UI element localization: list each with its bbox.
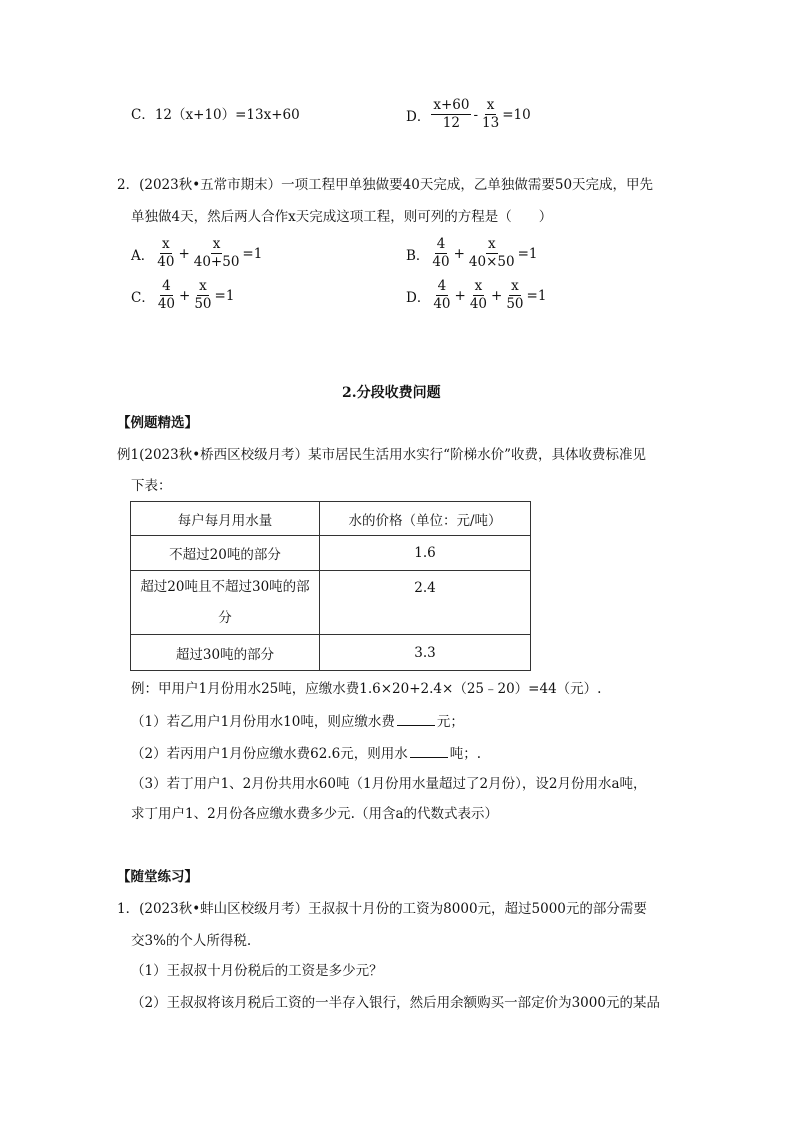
table-row	[131, 571, 531, 635]
option-label: D．	[406, 289, 431, 306]
rhs: =10	[502, 106, 531, 123]
table-header-row	[131, 502, 531, 536]
rhs: =1	[517, 245, 538, 262]
q2-option-b	[406, 237, 538, 270]
rhs: =1	[526, 287, 547, 304]
fraction: $\frac{x}{50}$	[506, 278, 524, 312]
fraction: $\frac{x}{40+50}$	[193, 236, 240, 270]
option-expr: 12（x+10）=13x+60	[154, 107, 300, 123]
fraction: $\frac{4}{40}$	[432, 236, 450, 270]
table-cell	[131, 571, 320, 635]
table-header: 水的价格（单位：元/吨）	[320, 502, 531, 536]
practice-q1-line2: 交3%的个人所得税.	[131, 933, 252, 949]
table-cell: 1.6	[320, 536, 531, 571]
table-header: 每户每月用水量	[131, 502, 320, 536]
answer-blank	[410, 743, 448, 758]
table-cell	[320, 571, 531, 635]
sub-question-1	[131, 711, 464, 732]
option-label: D．	[406, 108, 431, 125]
fraction: $\frac{x}{40\times 50}$	[468, 236, 515, 270]
practice-q1-sub1: （1）王叔叔十月份税后的工资是多少元？	[131, 963, 383, 979]
operator: +	[179, 287, 191, 304]
practice-q1-line1: 1．(2023秋•蚌山区校级月考）王叔叔十月份的工资为8000元，超过5000元的部分需要	[117, 901, 647, 917]
sub-question-3-line1: （3）若丁用户1、2月份共用水60吨（1月份用水量超过了2月份），设2月份用水a吨，	[131, 776, 647, 792]
q1-option-d	[406, 98, 531, 131]
water-price-table	[130, 501, 531, 671]
fraction: $\frac{x}{13}$	[482, 97, 500, 131]
cell-line: 分	[218, 609, 232, 626]
fraction: $\frac{x}{40}$	[157, 236, 175, 270]
q1-option-c	[131, 105, 300, 125]
practice-header: 【随堂练习】	[117, 869, 198, 885]
example-note: 例：甲用户1月份用水25吨，应缴水费1.6×20+2.4×（25﹣20）=44（元）.	[131, 681, 602, 697]
option-label: A．	[131, 247, 155, 264]
fraction: $\frac{x}{40}$	[469, 278, 488, 312]
q2-stem-line1: 2．(2023秋•五常市期末）一项工程甲单独做要40天完成，乙单独做需要50天完成，甲先	[117, 177, 654, 193]
sub-text: （1）若乙用户1月份用水10吨，则应缴水费	[131, 714, 395, 730]
fraction: $\frac{x+60}{12}$	[433, 97, 470, 131]
table-cell: 不超过20吨的部分	[131, 536, 320, 571]
rhs: =1	[242, 245, 263, 262]
q2-option-d	[406, 279, 546, 312]
cell-line: 超过20吨且不超过30吨的部	[140, 578, 310, 595]
cell-value: 2.4	[414, 580, 436, 596]
rhs: =1	[214, 287, 235, 304]
operator: +	[453, 245, 465, 262]
sub-question-3-line2: 求丁用户1、2月份各应缴水费多少元.（用含a的代数式表示）	[131, 806, 499, 822]
table-cell: 超过30吨的部分	[131, 635, 320, 671]
operator: -	[473, 106, 478, 123]
option-label: B．	[406, 247, 430, 264]
operator: +	[454, 287, 466, 304]
table-cell: 3.3	[320, 635, 531, 671]
option-label: C．	[131, 289, 155, 306]
sub-question-2	[131, 743, 481, 764]
practice-q1-sub2: （2）王叔叔将该月税后工资的一半存入银行，然后用余额购买一部定价为3000元的某品	[131, 995, 660, 1011]
example-stem-line2: 下表：	[131, 478, 172, 494]
sub-text: （2）若丙用户1月份应缴水费62.6元，则用水	[131, 746, 408, 762]
q2-stem-line2: 单独做4天，然后两人合作x天完成这项工程，则可列的方程是（ ）	[131, 209, 553, 225]
table-row	[131, 635, 531, 671]
answer-blank	[397, 711, 435, 726]
fraction: $\frac{x}{50}$	[194, 278, 212, 312]
table-row	[131, 536, 531, 571]
operator: +	[178, 245, 190, 262]
fraction: $\frac{4}{40}$	[433, 278, 451, 312]
example-stem-line1: 例1(2023秋•桥西区校级月考）某市居民生活用水实行“阶梯水价”收费，具体收费标准见	[117, 447, 646, 463]
sub-text: 元；	[436, 714, 464, 730]
q2-option-a	[131, 237, 262, 270]
q2-option-c	[131, 279, 234, 312]
fraction: $\frac{4}{40}$	[157, 278, 176, 312]
operator: +	[491, 287, 503, 304]
sub-text: 吨；.	[449, 746, 482, 762]
example-header: 【例题精选】	[117, 415, 198, 431]
section-title: 2.分段收费问题	[342, 385, 441, 401]
option-label: C．	[131, 107, 155, 123]
